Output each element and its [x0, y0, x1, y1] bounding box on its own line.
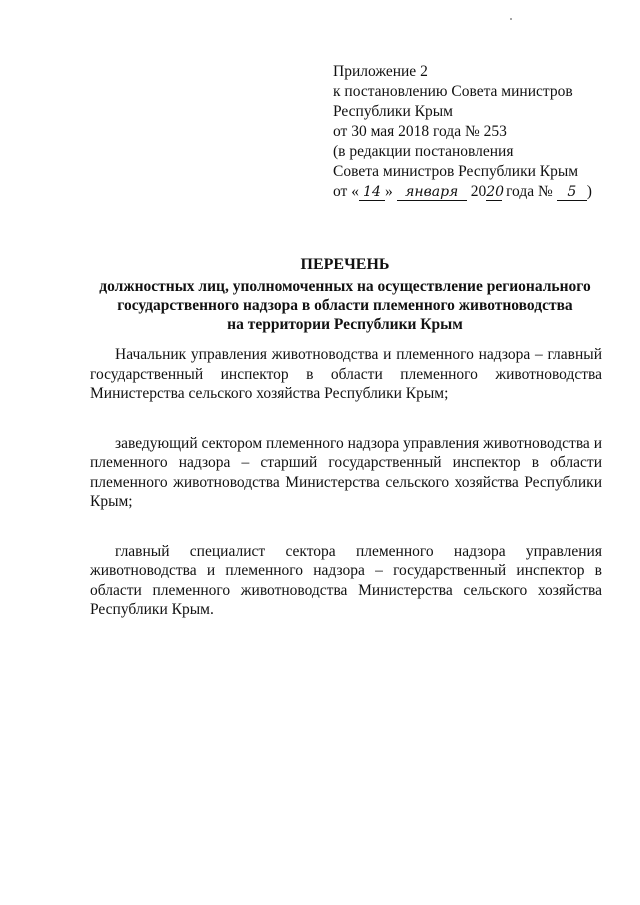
- handwritten-number: 5: [557, 182, 587, 202]
- handwritten-day: 14: [359, 182, 385, 202]
- annex-line: (в редакции постановления: [333, 143, 514, 160]
- title-line: должностных лиц, уполномоченных на осуществление регионального: [99, 278, 591, 295]
- list-paragraph: заведующий сектором племенного надзора управления животноводства и племенного надзора – старший государственный инспектор в области племенного животноводства Министерства сельского хозяйства Республики Крым;: [90, 434, 602, 510]
- date-prefix: от «: [333, 183, 359, 200]
- date-suffix: ): [586, 183, 592, 200]
- annex-date-line: [333, 182, 623, 202]
- handwritten-year: 20: [486, 184, 505, 200]
- handwritten-month: января: [397, 182, 467, 202]
- annex-line: от 30 мая 2018 года № 253: [333, 123, 507, 140]
- list-paragraph: Начальник управления животноводства и племенного надзора – главный государственный инспектор в области племенного животноводства Министерства сельского хозяйства Республики Крым;: [90, 346, 602, 402]
- date-year-prefix: 20: [470, 183, 487, 200]
- annex-block: [333, 62, 623, 202]
- date-mid: года №: [506, 183, 553, 200]
- annex-line: Республики Крым: [333, 103, 453, 120]
- document-body: [90, 345, 602, 650]
- document-title: [90, 255, 600, 334]
- annex-line: Приложение 2: [333, 63, 428, 80]
- date-close-quote: »: [384, 183, 393, 200]
- list-paragraph: главный специалист сектора племенного надзора управления животноводства и племенного надзора – государственный инспектор в области племенного животноводства Министерства сельского хозяйства Республики Крым.: [90, 542, 602, 618]
- title-line: на территории Республики Крым: [227, 316, 463, 333]
- scan-speck: [510, 18, 512, 20]
- title-heading: ПЕРЕЧЕНЬ: [300, 256, 390, 273]
- annex-line: Совета министров Республики Крым: [333, 163, 579, 180]
- title-line: государственного надзора в области племенного животноводства: [117, 297, 573, 314]
- annex-line: к постановлению Совета министров: [333, 83, 573, 100]
